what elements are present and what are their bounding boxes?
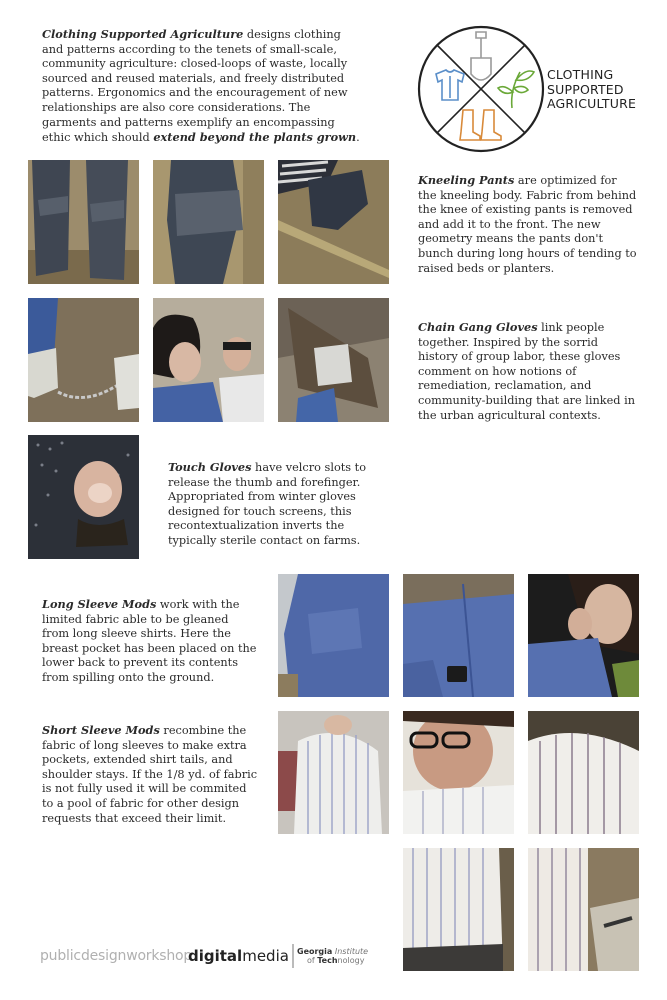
photo-kneeling-pants-2 xyxy=(153,160,264,284)
touch-gloves-description: Touch Gloves have velcro slots to release the thumb and forefinger. Appropriated from winter gloves designed for touch screens, this recontextualization inverts the typically sterile contact on farms. xyxy=(168,460,367,547)
photo-short-sleeve-5 xyxy=(528,848,639,971)
long-sleeve-title: Long Sleeve Mods xyxy=(42,597,157,611)
short-sleeve-title: Short Sleeve Mods xyxy=(42,723,160,737)
photo-short-sleeve-3 xyxy=(528,711,639,834)
chain-gloves-description: Chain Gang Gloves link people together. Inspired by the sorrid history of group labor, these gloves comment on how notions of remediation, reclamation, and community-building that are linked in the urban agricultural contexts. xyxy=(418,320,635,422)
intro-paragraph: Clothing Supported Agriculture designs clothing and patterns according to the tenets of small-scale, community agriculture: closed-loops of waste, locally sourced and reused materials, and freely distributed patterns. Ergonomics and the encouragement of new relationships are also core considerations. The garments and patterns exemplify an encompassing ethic which should extend beyond the plants grown. xyxy=(42,27,360,145)
photo-long-sleeve-2 xyxy=(403,574,514,697)
photo-chain-gloves-2 xyxy=(153,298,264,422)
photo-touch-gloves xyxy=(28,435,139,559)
shirt-icon xyxy=(436,70,464,100)
photo-kneeling-pants-1 xyxy=(28,160,139,284)
intro-emphasis: extend beyond the plants grown xyxy=(153,130,357,145)
logo-wordmark: CLOTHING SUPPORTED AGRICULTURE xyxy=(547,67,637,111)
footer-public-design-workshop: publicdesignworkshop xyxy=(40,948,193,964)
touch-gloves-title: Touch Gloves xyxy=(168,460,252,474)
photo-short-sleeve-2 xyxy=(403,711,514,834)
boots-icon xyxy=(460,110,501,140)
photo-kneeling-pants-3 xyxy=(278,160,389,284)
photo-short-sleeve-4 xyxy=(403,848,514,971)
long-sleeve-description: Long Sleeve Mods work with the limited fabric able to be gleaned from long sleeve shirts. Here the breast pocket has been placed on the lower back to prevent its contents from spilling onto the ground. xyxy=(42,597,257,684)
photo-chain-gloves-3 xyxy=(278,298,389,422)
kneeling-pants-description: Kneeling Pants are optimized for the kneeling body. Fabric from behind the knee of existing pants is removed and add it to the front. The new geometry means the pants don't bunch during long hours of tending to raised beds or planters. xyxy=(418,173,637,275)
photo-chain-gloves-1 xyxy=(28,298,139,422)
kneeling-pants-title: Kneeling Pants xyxy=(418,173,515,187)
shovel-icon xyxy=(471,32,491,80)
intro-lead: Clothing Supported Agriculture xyxy=(42,27,244,41)
footer-georgia-tech: Georgia Institute of Technology xyxy=(292,944,372,968)
footer-digital-media: digitalmedia xyxy=(188,947,289,965)
photo-long-sleeve-1 xyxy=(278,574,389,697)
photo-long-sleeve-3 xyxy=(528,574,639,697)
intro-body: designs clothing and patterns according to the tenets of small-scale, community agriculture: closed-loops of waste, locally sourced and reused materials, and freely distributed patterns. Ergonomics and the encouragement of new relationships are also core considerations. The garments and patterns exemplify an encompassing ethic which should xyxy=(42,28,348,145)
chain-gloves-title: Chain Gang Gloves xyxy=(418,320,538,334)
photo-short-sleeve-1 xyxy=(278,711,389,834)
logo-emblem xyxy=(416,24,546,154)
plant-icon xyxy=(498,71,534,108)
logo xyxy=(416,24,546,154)
short-sleeve-description: Short Sleeve Mods recombine the fabric of long sleeves to make extra pockets, extended shirt tails, and shoulder stays. If the 1/8 yd. of fabric is not fully used it will be commited to a pool of fabric for other design requests that exceed their limit. xyxy=(42,723,258,825)
